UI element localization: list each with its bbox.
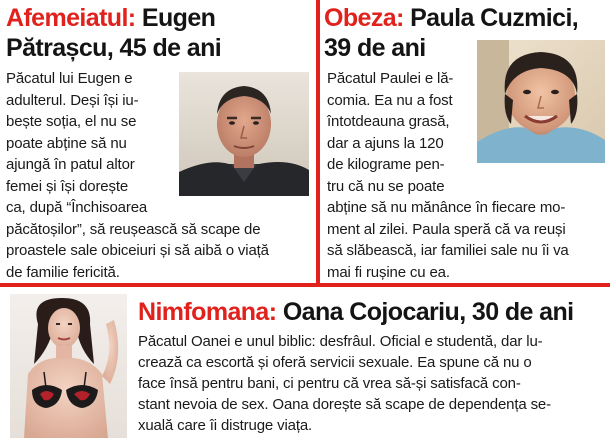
body-line: adulterul. Deși își iu- <box>6 91 139 109</box>
body-line: xuală care îi distruge viața. <box>138 417 313 434</box>
body-line: de kilograme pen- <box>327 156 445 173</box>
body-line: poate abține să nu <box>6 134 127 152</box>
panel-label: Afemeiatul: <box>6 4 136 32</box>
panel-heading <box>324 3 578 33</box>
panel-heading <box>138 297 573 327</box>
body-line: Păcatul Oanei e unul biblic: desfrâul. Oficial e studentă, dar lu- <box>138 333 543 350</box>
panel-label: Nimfomana: <box>138 298 277 326</box>
panel-heading <box>6 3 215 33</box>
body-line: proastele sale obiceiuri și să aibă o viață <box>6 242 269 259</box>
body-line: bește soția, el nu se <box>6 113 137 130</box>
panel-body <box>327 68 607 283</box>
person-name: Paula Cuzmici, <box>410 4 579 32</box>
person-name-age: Oana Cojocariu, 30 de ani <box>282 298 574 326</box>
body-line: dar a ajuns la 120 <box>327 134 444 152</box>
body-line: stant nevoia de sex. Oana dorește să scape de dependența se- <box>138 396 551 413</box>
body-line: face însă pentru bani, ci pentru că vrea să-și satisfacă con- <box>138 375 521 392</box>
body-line: tru că nu se poate <box>327 177 445 195</box>
panel-afemeiatul <box>0 0 316 283</box>
body-line: Păcatul Paulei e lă- <box>327 70 454 87</box>
panel-nimfomana <box>0 287 610 438</box>
body-line: comia. Ea nu a fost <box>327 91 453 109</box>
person-age: 39 de ani <box>324 34 426 62</box>
body-line: femei și își dorește <box>6 177 129 195</box>
body-line: abține să nu mănânce în fiecare mo- <box>327 199 566 216</box>
body-line: ment al zilei. Paula speră că va reuși <box>327 220 566 238</box>
body-line: să slăbească, iar familiei sale nu îi va <box>327 242 569 259</box>
portrait-photo <box>10 294 127 438</box>
body-line: ajungă în patul altor <box>6 156 135 173</box>
panel-label: Obeza: <box>324 4 404 32</box>
panel-body <box>6 68 314 283</box>
panel-body <box>138 331 606 436</box>
body-line: crează ca escortă și oferă servicii sexuale. Ea spune că nu o <box>138 354 532 371</box>
body-line: Păcatul lui Eugen e <box>6 70 133 87</box>
person-name: Eugen <box>141 4 216 32</box>
body-line: ca, după “Închisoarea <box>6 199 148 216</box>
body-line: întotdeauna grasă, <box>327 113 450 130</box>
body-line: mai fi rușine cu ea. <box>327 263 450 281</box>
panel-obeza <box>320 0 610 283</box>
body-line: de familie fericită. <box>6 263 120 281</box>
body-line: păcătoșilor”, să reușească să scape de <box>6 220 261 238</box>
person-name-age: Pătrașcu, 45 de ani <box>6 34 222 62</box>
